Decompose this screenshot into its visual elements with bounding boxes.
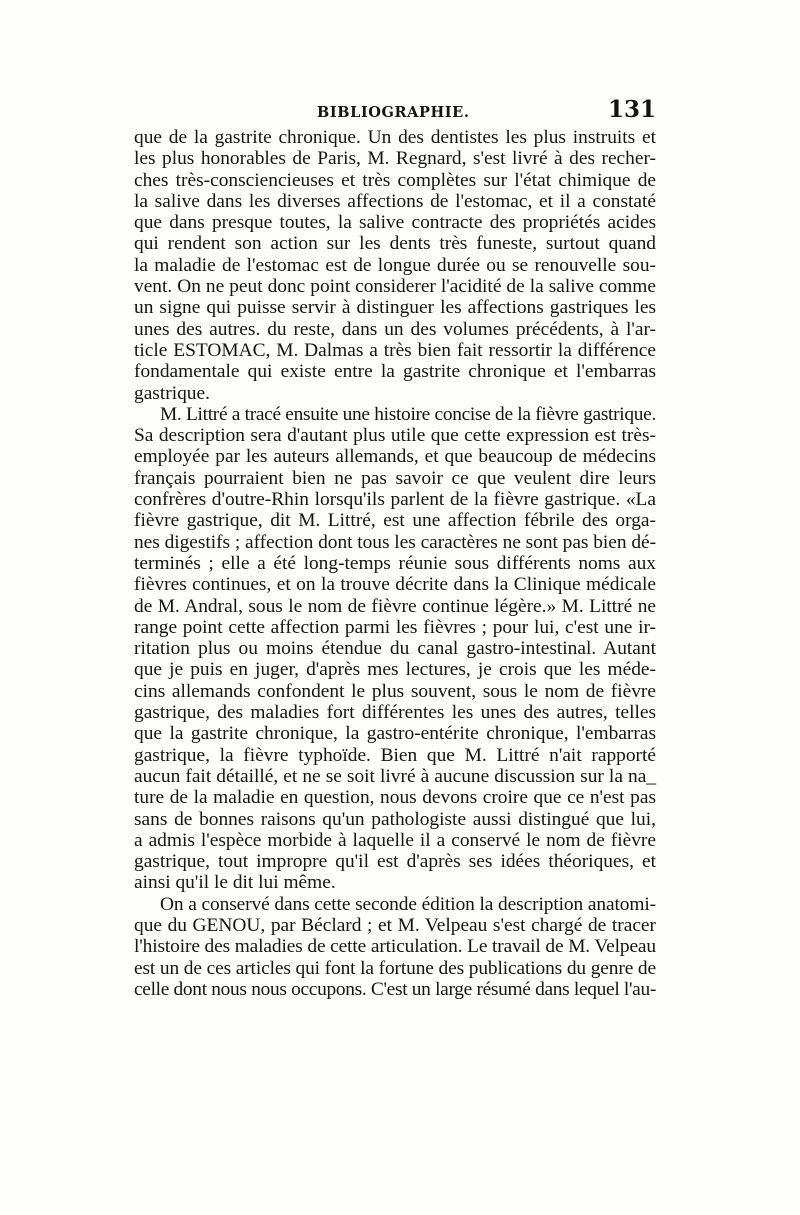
paragraph-first-line: On a conservé dans cette seconde édition la description anatomi- (160, 893, 656, 915)
text-line: que dans presque toutes, la salive contracte des propriétés acides (134, 212, 656, 234)
body-text (134, 127, 656, 1000)
text-line: unes des autres. du reste, dans un des volumes précédents, à l'ar- (134, 318, 656, 340)
page-number: 131 (607, 96, 656, 123)
text-line: les plus honorables de Paris, M. Regnard, s'est livré à des recher- (134, 148, 656, 170)
text-line: fondamentale qui existe entre la gastrite chronique et l'embarras (134, 361, 656, 383)
text-line: ture de la maladie en question, nous devons croire que ce n'est pas (134, 787, 656, 809)
text-line: gastrique, tout impropre qu'il est d'après ses idées théoriques, et (134, 851, 656, 873)
text-line: la maladie de l'estomac est de longue durée ou se renouvelle sou- (134, 254, 656, 276)
text-line: un signe qui puisse servir à distinguer les affections gastriques les (134, 297, 656, 319)
text-line: vent. On ne peut donc point considerer l'acidité de la salive comme (134, 276, 656, 298)
text-line: fièvre gastrique, dit M. Littré, est une affection fébrile des orga- (134, 510, 656, 532)
paragraph-end-line: gastrique. (134, 382, 210, 404)
text-line: celle dont nous nous occupons. C'est un large résumé dans lequel l'au- (134, 978, 656, 1000)
text-line: cins allemands confondent le plus souvent, sous le nom de fièvre (134, 680, 656, 702)
text-line: que du GENOU, par Béclard ; et M. Velpeau s'est chargé de tracer (134, 914, 656, 936)
text-line: est un de ces articles qui font la fortune des publications du genre de (134, 957, 656, 979)
text-line: ticle ESTOMAC, M. Dalmas a très bien fait ressortir la différence (134, 339, 656, 361)
text-line: range point cette affection parmi les fièvres ; pour lui, c'est une ir- (134, 616, 656, 638)
text-line: terminés ; elle a été long-temps réunie sous différents noms aux (134, 552, 656, 574)
text-line: a admis l'espèce morbide à laquelle il a conservé le nom de fièvre (134, 829, 656, 851)
text-line: que de la gastrite chronique. Un des dentistes les plus instruits et (134, 127, 656, 148)
paragraph-end-line: ainsi qu'il le dit lui même. (134, 872, 336, 894)
text-line: français pourraient bien ne pas savoir ce que veulent dire leurs (134, 467, 656, 489)
text-line: gastrique, la fièvre typhoïde. Bien que M. Littré n'ait rapporté (134, 744, 656, 766)
running-head: BIBLIOGRAPHIE. (317, 104, 470, 121)
text-line: gastrique, des maladies fort différentes les unes des autres, telles (134, 702, 656, 724)
text-line: la salive dans les diverses affections de l'estomac, et il a constaté (134, 190, 656, 212)
text-line: sans de bonnes raisons qu'un pathologiste aussi distingué que lui, (134, 808, 656, 830)
text-line: aucun fait détaillé, et ne se soit livré à aucune discussion sur la na_ (134, 765, 656, 787)
text-line: de M. Andral, sous le nom de fièvre continue légère.» M. Littré ne (134, 595, 656, 617)
text-line: confrères d'outre-Rhin lorsqu'ils parlent de la fièvre gastrique. «La (134, 489, 656, 511)
page-header (134, 98, 656, 128)
text-line: ches très-consciencieuses et très complètes sur l'état chimique de (134, 169, 656, 191)
text-line: Sa description sera d'autant plus utile que cette expression est très- (134, 425, 656, 447)
text-line: que la gastrite chronique, la gastro-entérite chronique, l'embarras (134, 723, 656, 745)
paragraph-first-line: M. Littré a tracé ensuite une histoire concise de la fièvre gastrique. (160, 403, 656, 425)
text-line: que je puis en juger, d'après mes lectures, je crois que les méde- (134, 659, 656, 681)
text-line: l'histoire des maladies de cette articulation. Le travail de M. Velpeau (134, 936, 656, 958)
text-line: nes digestifs ; affection dont tous les caractères ne sont pas bien dé- (134, 531, 656, 553)
text-line: fièvres continues, et on la trouve décrite dans la Clinique médicale (134, 574, 656, 596)
text-line: ritation plus ou moins étendue du canal gastro-intestinal. Autant (134, 638, 656, 660)
text-line: qui rendent son action sur les dents très funeste, surtout quand (134, 233, 656, 255)
text-line: employée par les auteurs allemands, et que beaucoup de médecins (134, 446, 656, 468)
